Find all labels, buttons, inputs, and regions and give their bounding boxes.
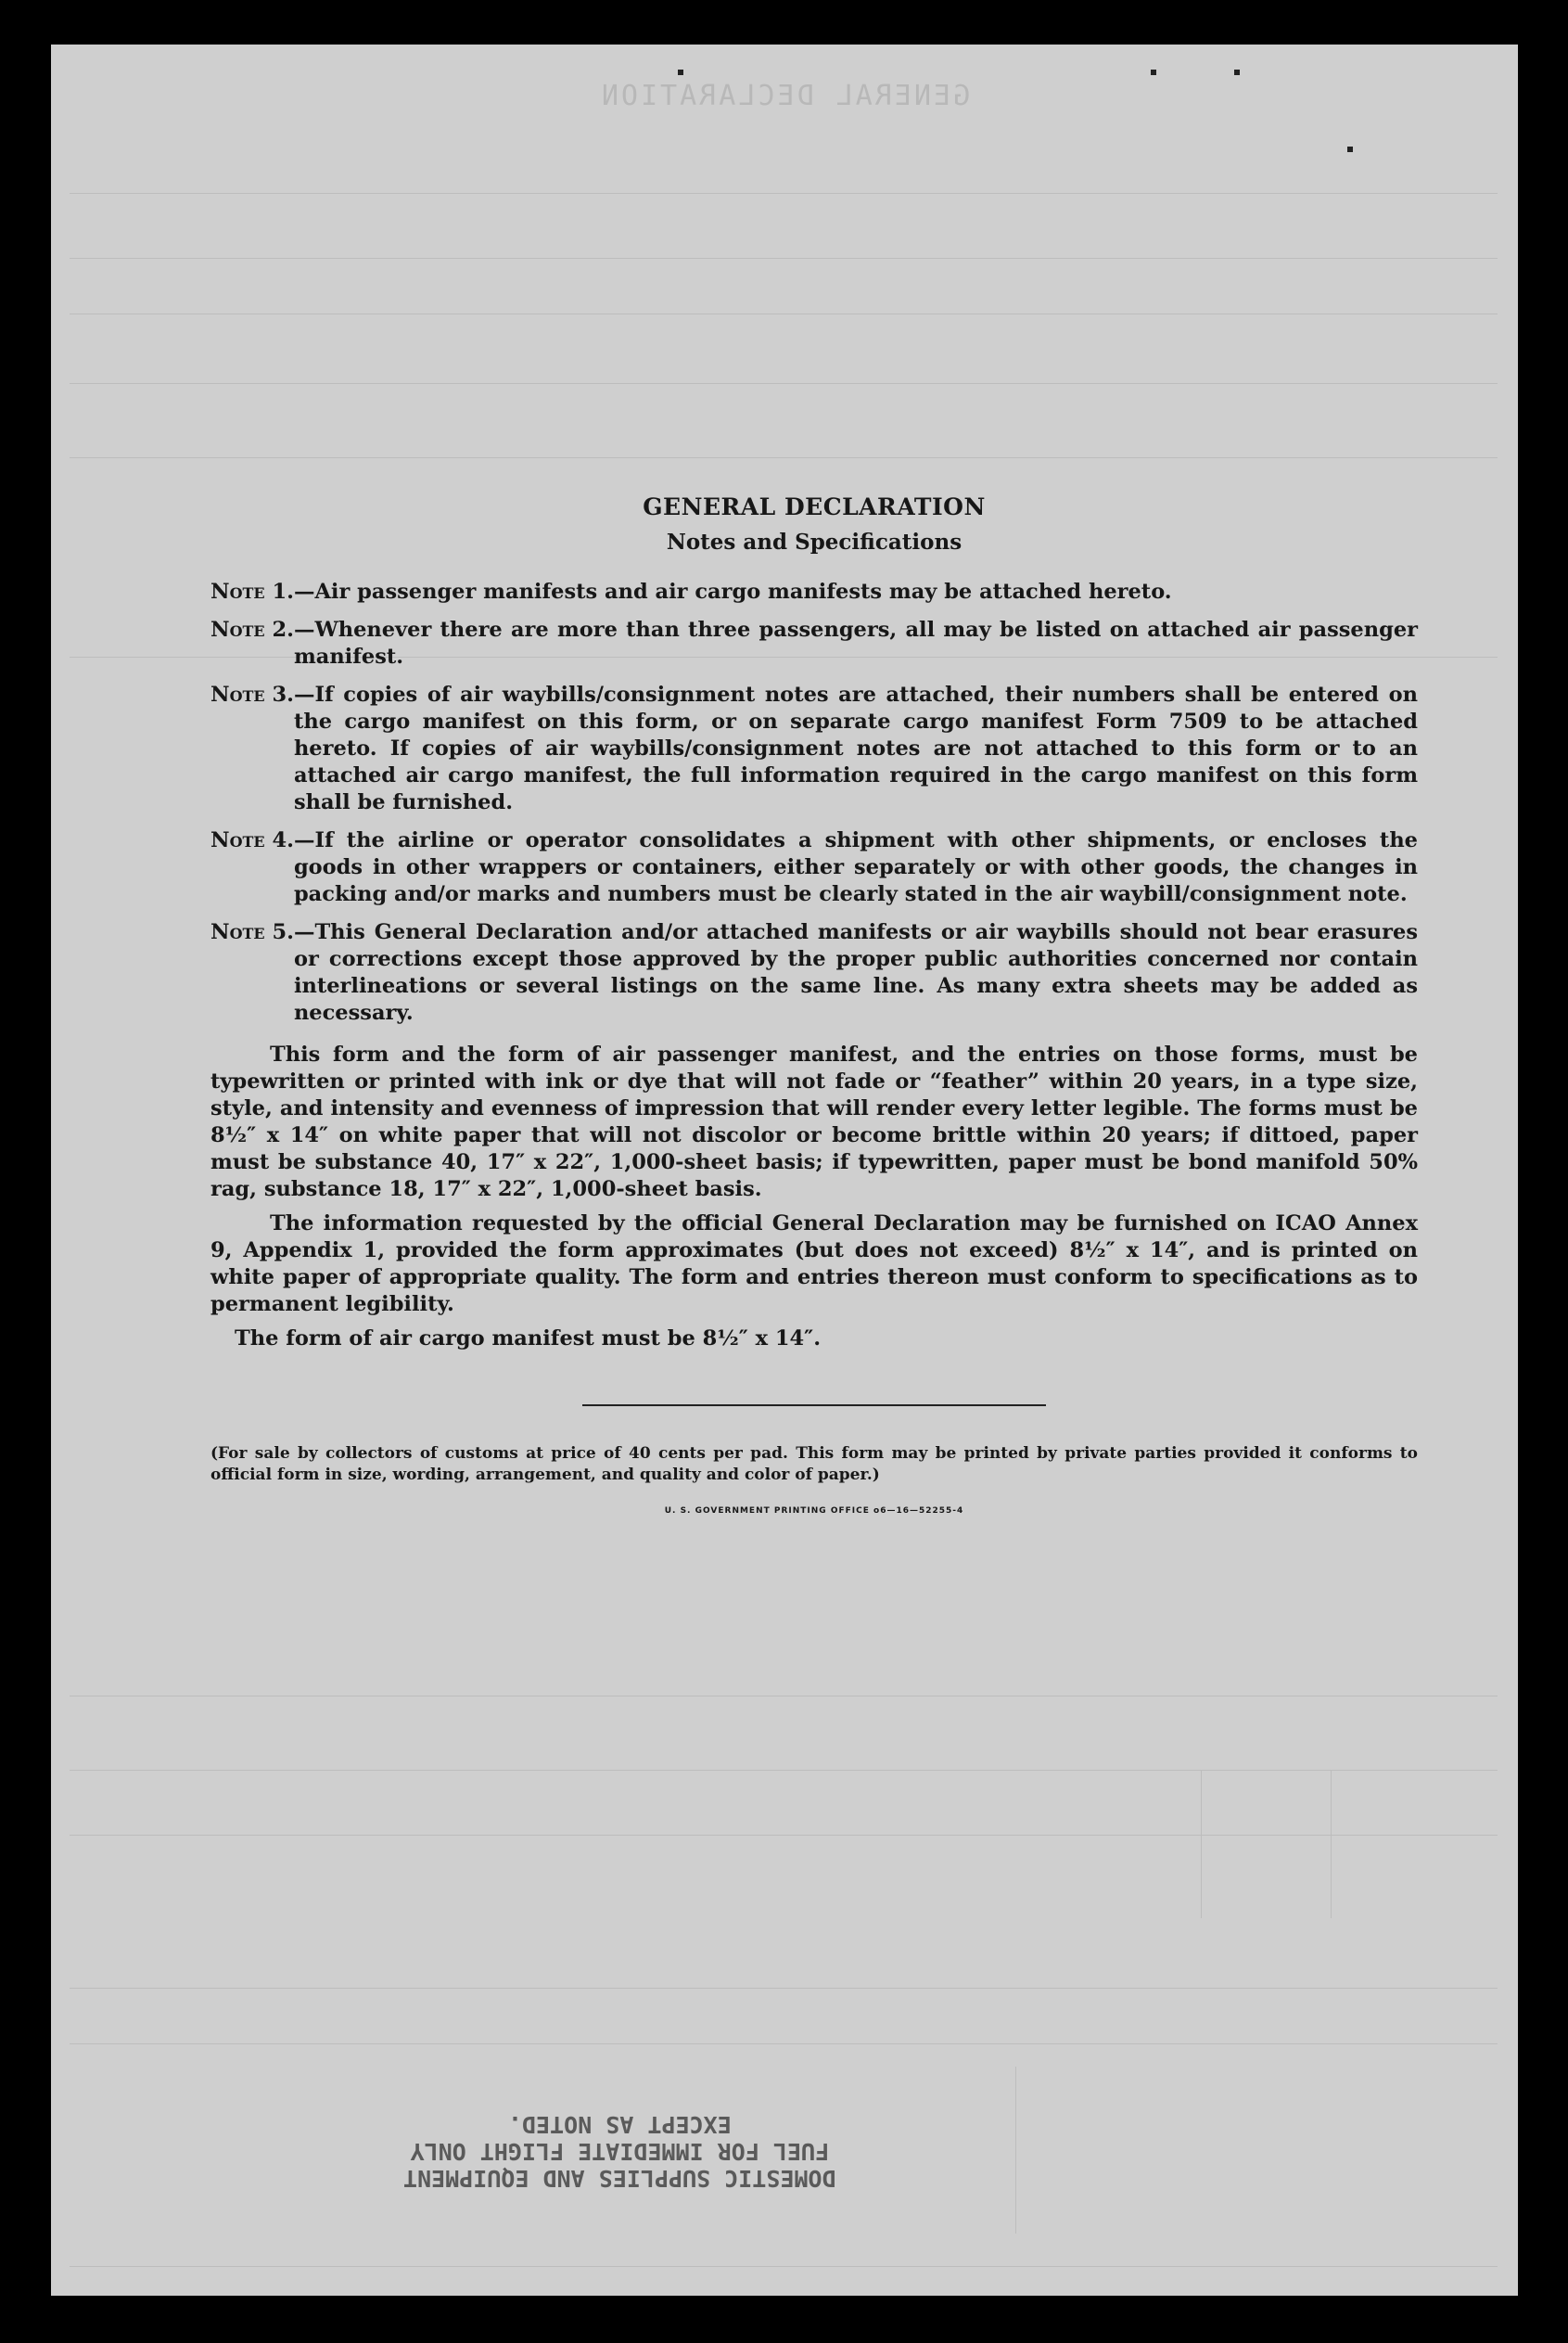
bleed-through-title: GENERAL DECLARATION <box>598 80 971 112</box>
note-3 <box>210 682 1418 816</box>
note-label: Note 2. <box>210 618 294 642</box>
paragraph-cargo-manifest: The form of air cargo manifest must be 8½″ x 14″. <box>235 1326 822 1351</box>
note-text: —This General Declaration and/or attached manifests or air waybills should not bear erasures or corrections except those approved by the proper public authorities concerned nor contain interlineations or several listings on the same line. As many extra sheets may be added as necessary. <box>293 920 1418 1025</box>
ghost-line <box>1201 1770 1202 1918</box>
ghost-line <box>70 258 1498 259</box>
divider-rule <box>582 1404 1046 1406</box>
page-subtitle: Notes and Specifications <box>666 530 962 555</box>
note-4 <box>210 827 1418 908</box>
note-label: Note 1. <box>210 580 294 604</box>
note-text: —If the airline or operator consolidates a shipment with other shipments, or encloses the goods in other wrappers or containers, either separately or with other goods, the changes in packing and/or marks and numbers must be clearly stated in the air waybill/consignment note. <box>293 828 1418 906</box>
stamp-line: EXCEPT AS NOTED. <box>507 2111 732 2138</box>
stamp-line: FUEL FOR IMMEDIATE FLIGHT ONLY <box>410 2138 830 2165</box>
note-1 <box>210 579 1418 606</box>
page-title: GENERAL DECLARATION <box>643 493 986 520</box>
note-5 <box>210 919 1418 1027</box>
note-text: —Air passenger manifests and air cargo manifests may be attached hereto. <box>293 580 1172 604</box>
note-label: Note 3. <box>210 683 294 707</box>
ghost-line <box>70 2043 1498 2044</box>
ghost-line <box>1331 1770 1332 1918</box>
punch-mark <box>1347 147 1353 152</box>
ghost-line <box>70 2266 1498 2267</box>
ghost-line <box>70 383 1498 384</box>
paragraph-form-requirements: This form and the form of air passenger manifest, and the entries on those forms, must be typewritten or printed with ink or dye that will not fade or “feather” within 20 years, in a type size, style, and intensity and evenness of impression that will render every letter legible. The forms must be 8½″ x 14″ on white paper that will not discolor or become brittle within 20 years; if dittoed, paper must be substance 40, 17″ x 22″, 1,000-sheet basis; if typewritten, paper must be bond manifold 50% rag, substance 18, 17″ x 22″, 1,000-sheet basis. <box>210 1043 1418 1201</box>
paragraph-icao: The information requested by the official General Declaration may be furnished on ICAO Annex 9, Appendix 1, provided the form approximates (but does not exceed) 8½″ x 14″, and is printed on white paper of appropriate quality. The form and entries thereon must conform to specifications as to permanent legibility. <box>210 1211 1418 1316</box>
ghost-line <box>70 1770 1498 1771</box>
note-text: —If copies of air waybills/consignment notes are attached, their numbers shall be entered on the cargo manifest on this form, or on separate cargo manifest Form 7509 to be attached hereto. If copies of air waybills/consignment notes are not attached to this form or to an attached air cargo manifest, the full information required in the cargo manifest on this form shall be furnished. <box>293 683 1418 814</box>
note-label: Note 5. <box>210 920 294 944</box>
printing-office-line: U. S. GOVERNMENT PRINTING OFFICE o6—16—52255-4 <box>664 1506 964 1516</box>
ghost-line <box>70 1988 1498 1989</box>
note-2 <box>210 617 1418 671</box>
ghost-line <box>70 193 1498 194</box>
customs-stamp <box>403 2111 836 2192</box>
punch-mark <box>1234 70 1240 75</box>
note-label: Note 4. <box>210 828 294 852</box>
notes-section <box>210 493 1418 1516</box>
ghost-line <box>1015 2067 1016 2234</box>
sale-note: (For sale by collectors of customs at price of 40 cents per pad. This form may be printed by private parties provided it conforms to official form in size, wording, arrangement, and quality and color of paper.) <box>210 1444 1418 1484</box>
ghost-line <box>70 1835 1498 1836</box>
ghost-line <box>70 457 1498 458</box>
note-text: —Whenever there are more than three passengers, all may be listed on attached air passenger manifest. <box>293 618 1418 669</box>
punch-mark <box>1151 70 1156 75</box>
document-page <box>51 45 1518 2296</box>
stamp-line: DOMESTIC SUPPLIES AND EQUIPMENT <box>403 2165 836 2192</box>
punch-mark <box>678 70 683 75</box>
